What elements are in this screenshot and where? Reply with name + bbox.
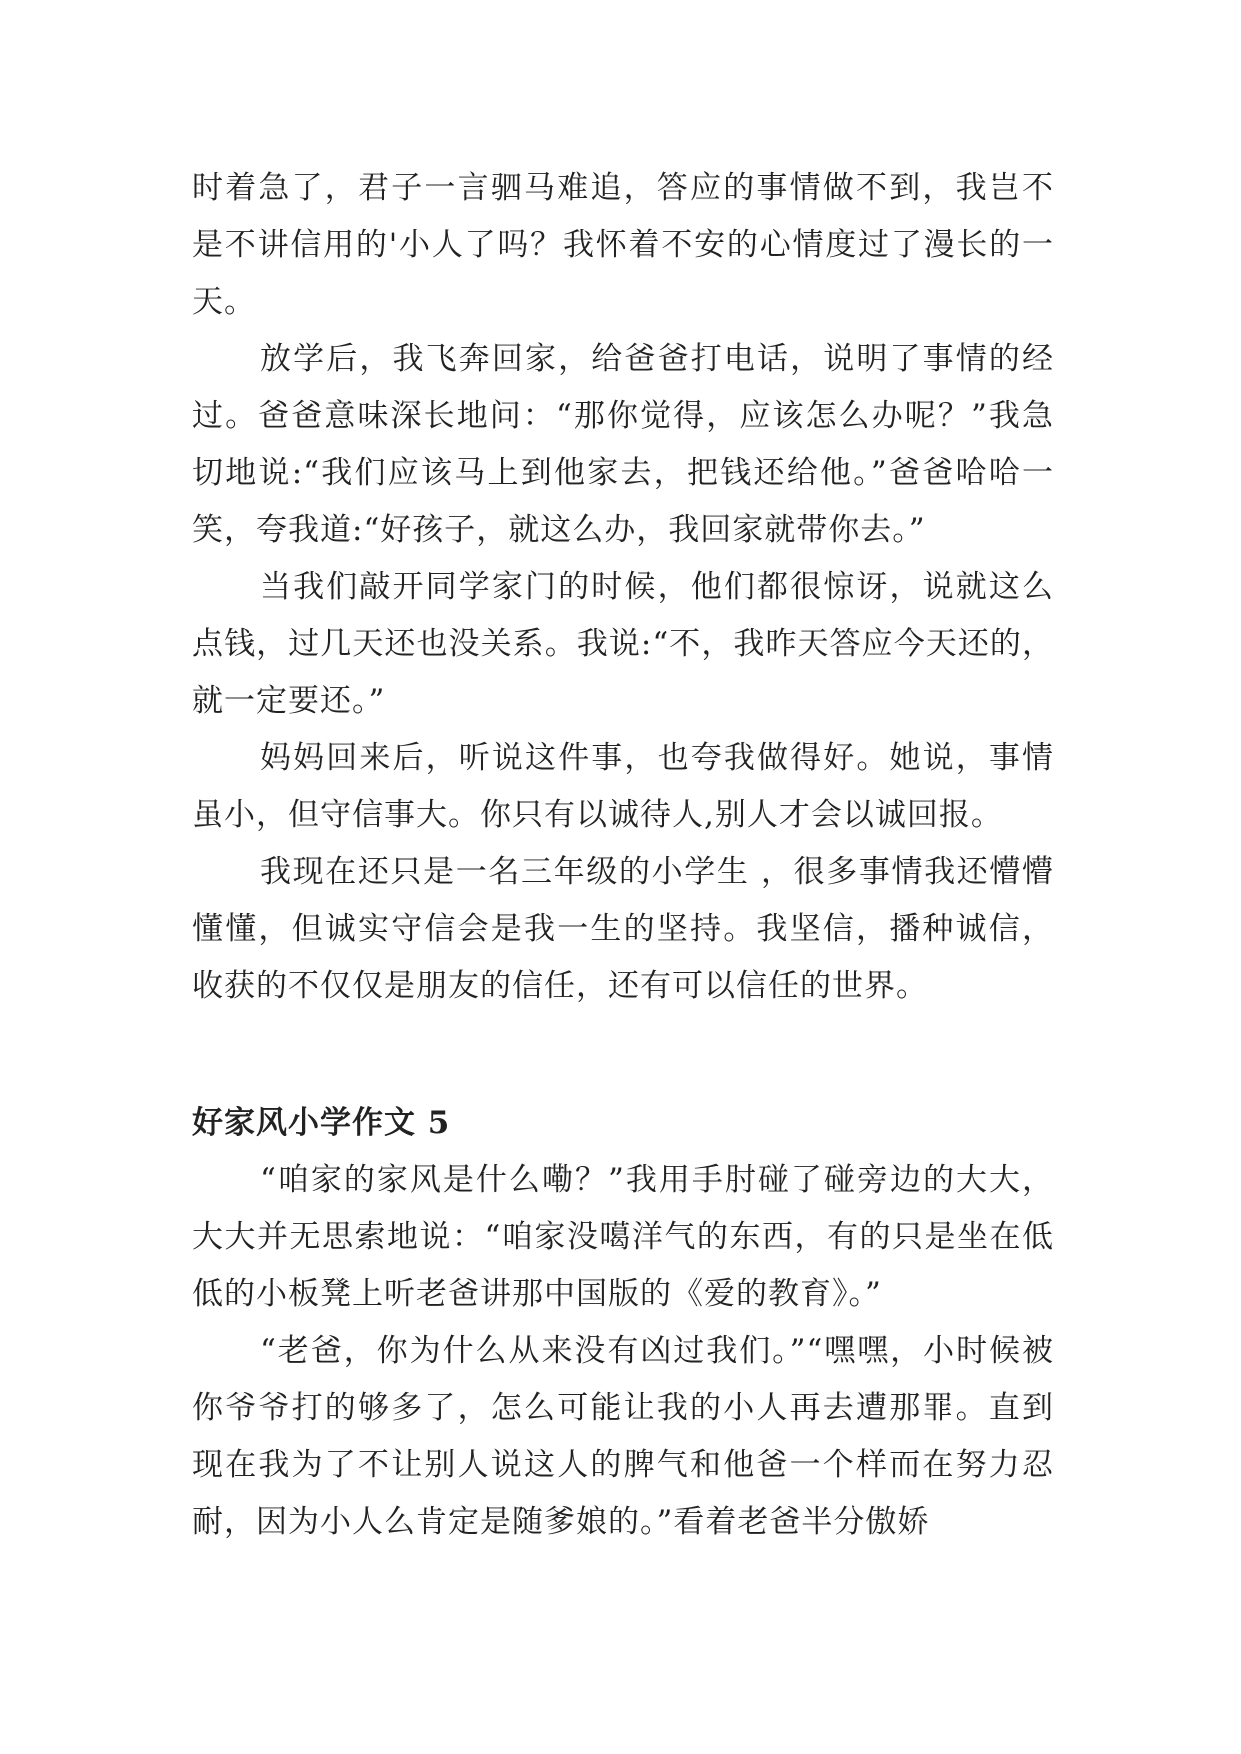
paragraph-classmate-door: 当我们敲开同学家门的时候，他们都很惊讶，说就这么点钱，过几天还也没关系。我说:“不，我昨天答应今天还的，就一定要还。” (192, 569, 1054, 719)
section-title: 好家风小学作文 5 (192, 1105, 451, 1141)
paragraph-family-style: “咱家的家风是什么嘞？”我用手肘碰了碰旁边的大大，大大并无思索地说：“咱家没噶洋气的东西，有的只是坐在低低的小板凳上听老爸讲那中国版的《爱的教育》。” (192, 1162, 1054, 1312)
paragraph-dad-dialogue: “老爸，你为什么从来没有凶过我们。”“嘿嘿，小时候被你爷爷打的够多了，怎么可能让我的小人再去遭那罪。直到现在我为了不让别人说这人的脾气和他爸一个样而在努力忍耐，因为小人么肯定是随爹娘的。”看着老爸半分傲娇 (192, 1333, 1054, 1540)
document-page (192, 160, 1054, 1551)
paragraph-continuation: 时着急了，君子一言驷马难追，答应的事情做不到，我岂不是不讲信用的'小人了吗？我怀着不安的心情度过了漫长的一天。 (192, 170, 1054, 320)
paragraph-mother-returns: 妈妈回来后，听说这件事，也夸我做得好。她说，事情虽小，但守信事大。你只有以诚待人,别人才会以诚回报。 (192, 740, 1054, 833)
paragraph-after-school: 放学后，我飞奔回家，给爸爸打电话，说明了事情的经过。爸爸意味深长地问：“那你觉得，应该怎么办呢？”我急切地说:“我们应该马上到他家去，把钱还给他。”爸爸哈哈一笑，夸我道:“好孩子，就这么办，我回家就带你去。” (192, 341, 1054, 548)
paragraph-third-grader: 我现在还只是一名三年级的小学生 ，很多事情我还懵懵懂懂，但诚实守信会是我一生的坚持。我坚信，播种诚信，收获的不仅仅是朋友的信任，还有可以信任的世界。 (192, 854, 1054, 1004)
